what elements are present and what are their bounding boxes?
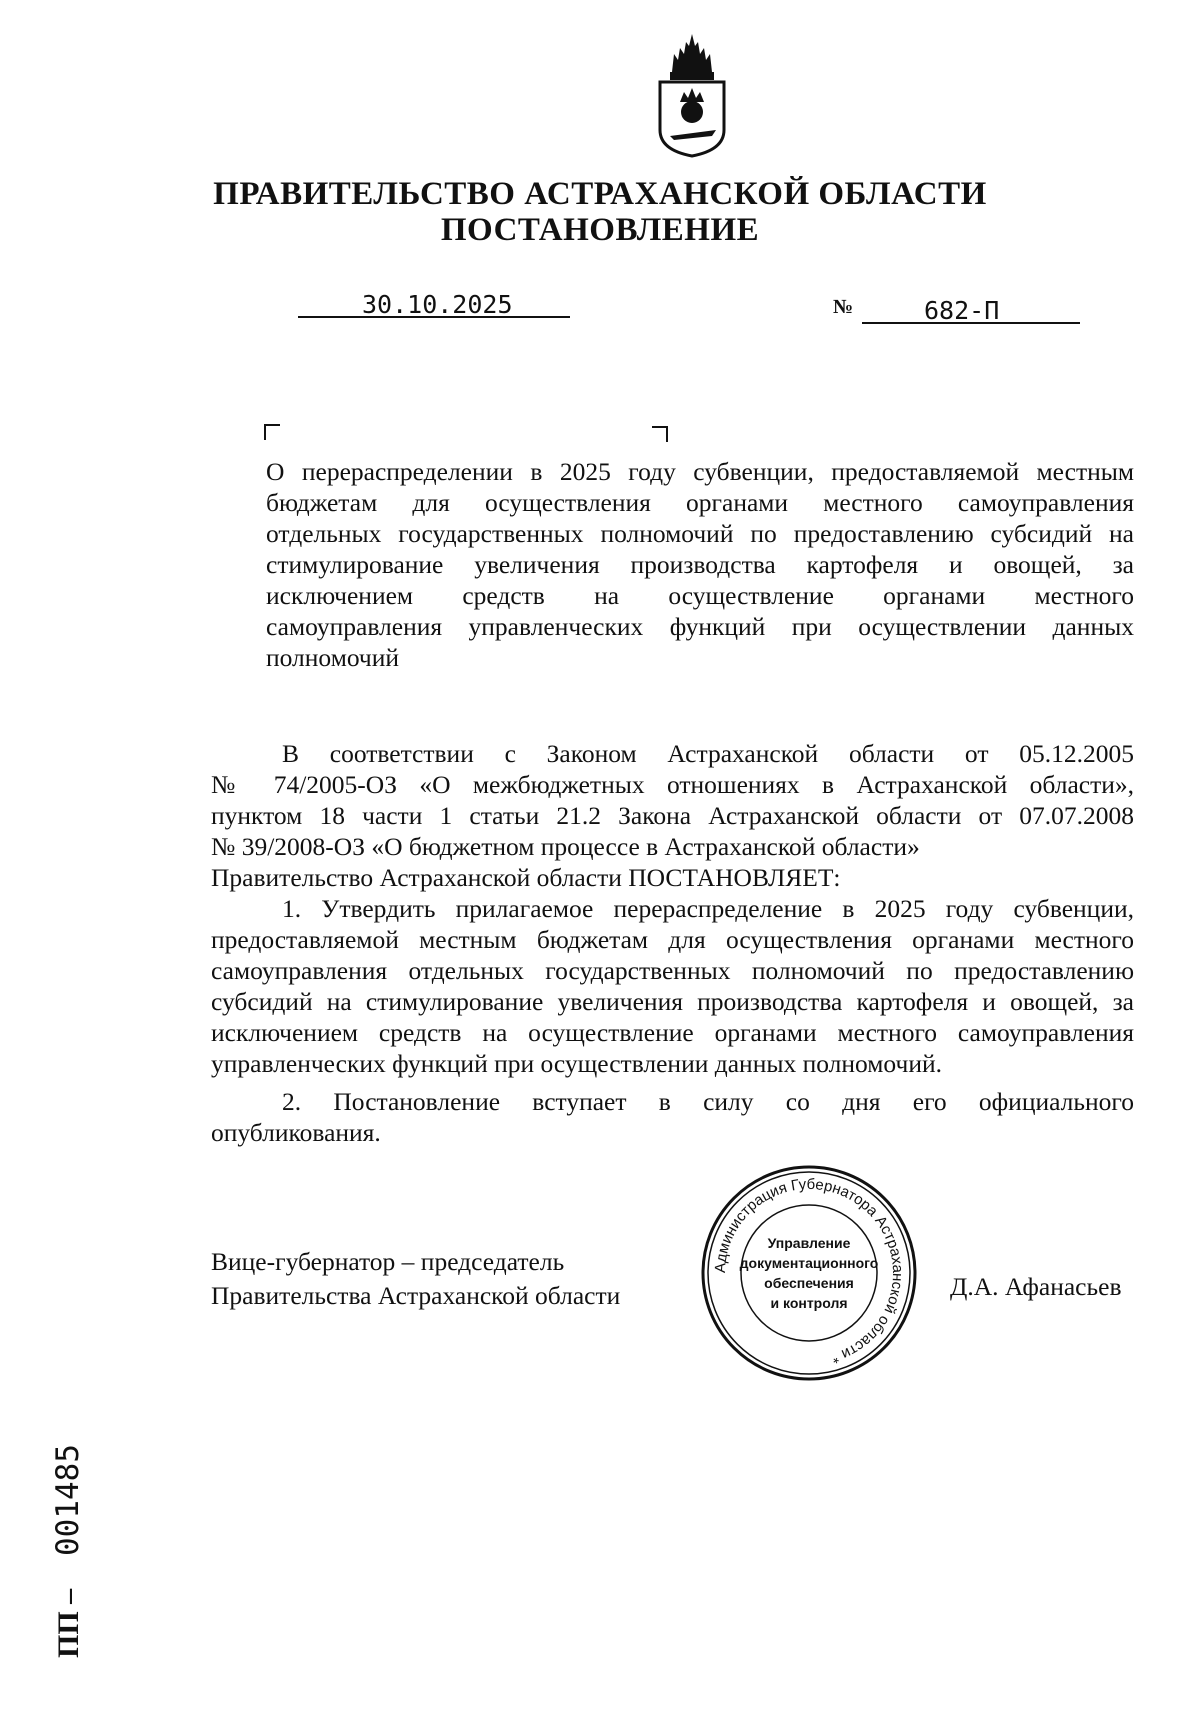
body-line: Правительство Астраханской области ПОСТАНОВЛЯЕТ: <box>211 863 841 892</box>
doc-number: 682-П <box>924 296 1000 325</box>
subject-line: отдельных государственных полномочий по предоставлению субсидий на <box>266 519 1134 548</box>
stamp-outer-ring <box>703 1167 915 1379</box>
doc-type-title: ПОСТАНОВЛЕНИЕ <box>440 212 760 248</box>
subject-line: самоуправления управленческих функций при осуществлении данных <box>266 612 1134 641</box>
body-line: исключением средств на осуществление органами местного самоуправления <box>211 1018 1134 1047</box>
stamp-inner-ring <box>708 1172 910 1374</box>
subject-line: О перераспределении в 2025 году субвенции, предоставляемой местным <box>266 457 1134 486</box>
subject-line: полномочий <box>266 643 400 672</box>
serial-number: 001485 <box>50 1444 86 1556</box>
number-label: № <box>833 296 854 318</box>
body-line: В соответствии с Законом Астраханской области от 05.12.2005 <box>282 739 1134 768</box>
body-line: пунктом 18 части 1 статьи 21.2 Закона Астраханской области от 07.07.2008 <box>211 801 1134 830</box>
body-line: опубликования. <box>211 1118 381 1147</box>
stamp-center-line: документационного <box>739 1255 879 1271</box>
body-line: 1. Утвердить прилагаемое перераспределение в 2025 году субвенции, <box>282 894 1134 923</box>
body-line: № 39/2008-ОЗ «О бюджетном процессе в Астраханской области» <box>211 832 920 861</box>
official-stamp <box>700 1164 918 1382</box>
subject-line: бюджетам для осуществления органами местного самоуправления <box>266 488 1134 517</box>
body-line: управленческих функций при осуществлении данных полномочий. <box>211 1049 943 1078</box>
stamp-center-line: обеспечения <box>764 1275 854 1291</box>
serial-series: ПП – <box>52 1588 85 1658</box>
subject-corner-left <box>264 424 280 440</box>
date-underline <box>298 316 570 318</box>
subject-line: исключением средств на осуществление органами местного <box>266 581 1134 610</box>
body-line: 2. Постановление вступает в силу со дня его официального <box>282 1087 1134 1116</box>
subject-corner-right <box>652 426 668 442</box>
body-line: предоставляемой местным бюджетам для осуществления органами местного <box>211 925 1134 954</box>
stamp-center-line: Управление <box>767 1235 851 1251</box>
position-line-2: Правительства Астраханской области <box>211 1281 621 1310</box>
stamp-center-ring <box>741 1205 877 1341</box>
coat-of-arms-emblem <box>654 32 730 158</box>
position-line-1: Вице-губернатор – председатель <box>211 1247 565 1276</box>
org-title: ПРАВИТЕЛЬСТВО АСТРАХАНСКОЙ ОБЛАСТИ <box>213 176 987 212</box>
subject-line: стимулирование увеличения производства картофеля и овощей, за <box>266 550 1134 579</box>
side-serial-code <box>38 1368 90 1668</box>
body-line: субсидий на стимулирование увеличения производства картофеля и овощей, за <box>211 987 1134 1016</box>
signatory-position <box>211 1245 620 1313</box>
number-underline <box>862 322 1080 324</box>
body-line: № 74/2005-ОЗ «О межбюджетных отношениях в Астраханской области», <box>211 770 1134 799</box>
doc-date: 30.10.2025 <box>362 290 513 319</box>
body-line: самоуправления отдельных государственных полномочий по предоставлению <box>211 956 1134 985</box>
signatory-name: Д.А. Афанасьев <box>950 1272 1122 1301</box>
astrakhan-coat-of-arms-icon <box>660 34 724 156</box>
stamp-ring-text: Администрация Губернатора Астраханской области * <box>711 1175 907 1367</box>
stamp-center-line: и контроля <box>770 1295 848 1311</box>
